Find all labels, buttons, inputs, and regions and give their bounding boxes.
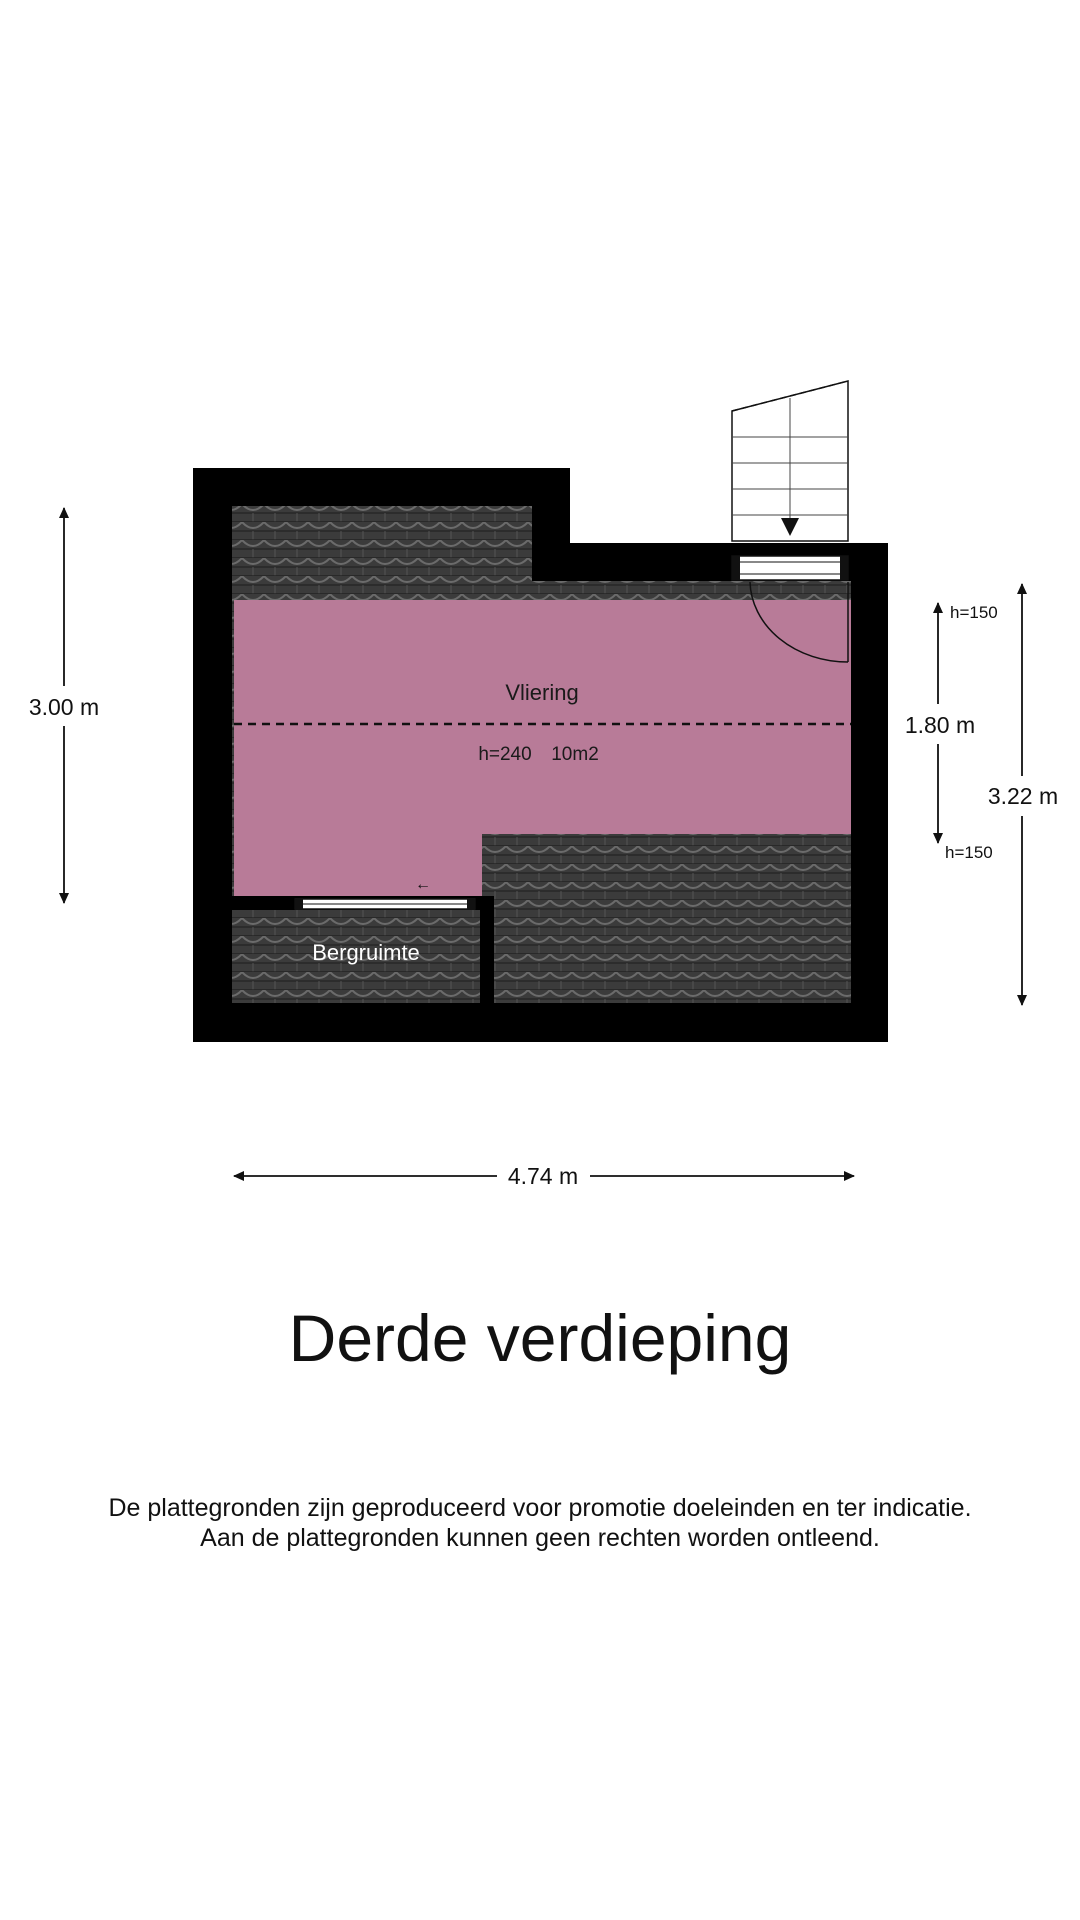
disclaimer-line-1: De plattegronden zijn geproduceerd voor promotie doeleinden en ter indicatie.	[108, 1494, 972, 1522]
dimension-bottom	[234, 1158, 854, 1194]
ceiling-height-bottom: h=150	[945, 843, 993, 862]
dimension-bottom-label: 4.74 m	[507, 1163, 579, 1189]
staircase-icon	[732, 381, 848, 541]
disclaimer-line-2: Aan de plattegronden kunnen geen rechten worden ontleend.	[200, 1524, 880, 1552]
dimension-outer-right	[982, 584, 1064, 1005]
room-label-vliering: Vliering	[505, 680, 579, 705]
floor-title: Derde verdieping	[288, 1301, 792, 1375]
dimension-inner-right	[900, 603, 998, 862]
room-label-bergruimte: Bergruimte	[312, 940, 420, 965]
dimension-outer-right-label: 3.22 m	[987, 783, 1059, 809]
room-height-label: h=240	[478, 744, 532, 765]
window-icon	[295, 898, 475, 910]
dimension-left-label: 3.00 m	[28, 694, 100, 720]
disclaimer	[0, 1493, 1080, 1553]
stair-opening	[732, 556, 848, 580]
interior-wall	[480, 896, 494, 1003]
room-area-label: 10m2	[551, 744, 599, 765]
ceiling-height-top: h=150	[950, 603, 998, 622]
dimension-inner-right-label: 1.80 m	[904, 712, 976, 738]
dimension-left	[20, 508, 110, 903]
door-arrow-glyph: ←	[415, 876, 431, 893]
